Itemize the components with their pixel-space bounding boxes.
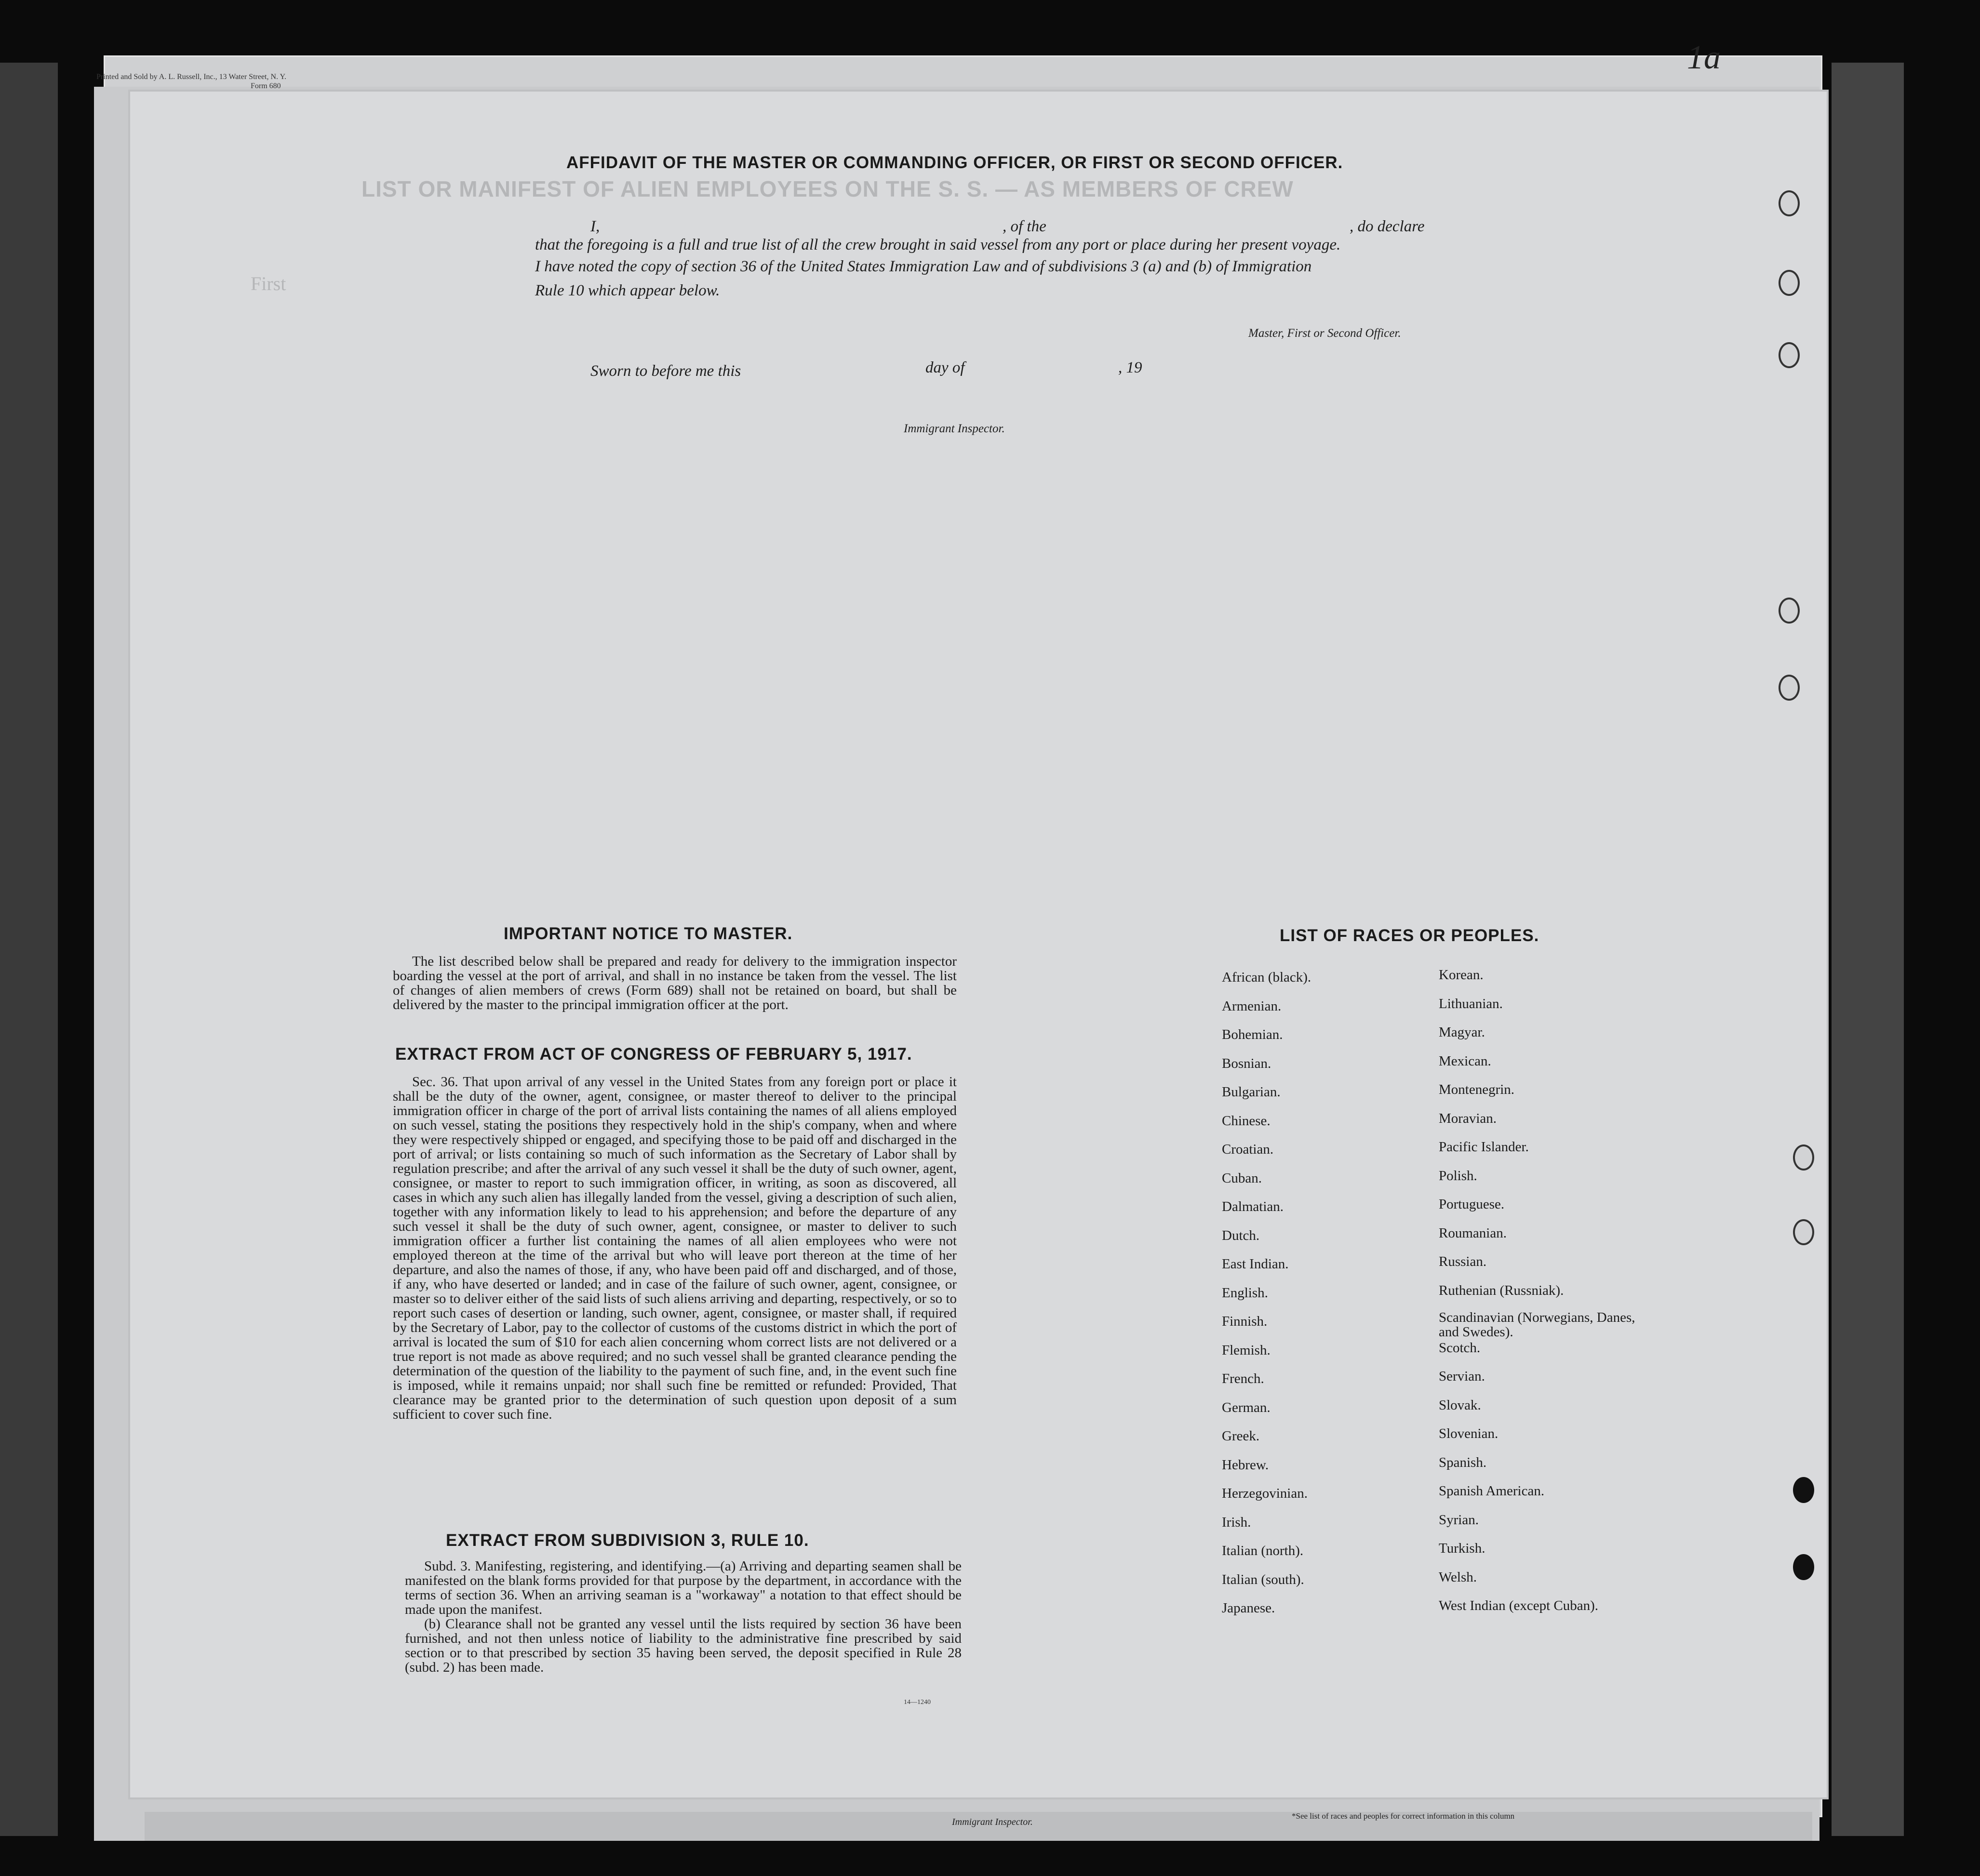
race-item: Korean. <box>1439 967 1484 983</box>
rule-para-b: (b) Clearance shall not be granted any vessel until the lists required by section 36 have been furnished, and not then unless notice of liability to the administrative fine prescribed by said section or to that prescribed by section 35 having been served, the deposit specified in Rule 28 (subd. 2) has been made. <box>405 1616 962 1675</box>
punch-hole <box>1793 1477 1814 1503</box>
race-item: Moravian. <box>1439 1110 1497 1126</box>
race-item: Dutch. <box>1222 1227 1260 1243</box>
day-of-text: day of <box>925 359 965 376</box>
race-item: Dalmatian. <box>1222 1199 1284 1214</box>
notice-title: IMPORTANT NOTICE TO MASTER. <box>504 924 793 943</box>
affidavit-line: Rule 10 which appear below. <box>535 282 720 299</box>
race-item: Finnish. <box>1222 1314 1268 1329</box>
affidavit-i: I, <box>590 218 600 235</box>
form-code: 14—1240 <box>904 1699 931 1706</box>
bottom-footnote: *See list of races and peoples for correct information in this column <box>1292 1811 1515 1821</box>
race-item: Greek. <box>1222 1428 1260 1444</box>
race-item: Armenian. <box>1222 998 1282 1014</box>
corner-handwritten-mark: 1a <box>1687 39 1721 76</box>
punch-hole <box>1779 190 1800 216</box>
punch-hole <box>1779 598 1800 624</box>
printer-line: Printed and Sold by A. L. Russell, Inc., 13 Water Street, N. Y. <box>96 73 286 81</box>
punch-hole <box>1793 1144 1814 1171</box>
race-item: East Indian. <box>1222 1256 1289 1272</box>
race-item: Chinese. <box>1222 1113 1271 1129</box>
punch-hole <box>1779 342 1800 368</box>
extract-rule-body <box>405 1559 962 1675</box>
printer-imprint <box>96 72 286 91</box>
race-item: Scotch. <box>1439 1340 1481 1356</box>
affidavit-do-declare: , do declare <box>1350 218 1425 235</box>
races-title: LIST OF RACES OR PEOPLES. <box>1280 926 1539 945</box>
race-item: West Indian (except Cuban). <box>1439 1598 1599 1613</box>
extract-rule-title: EXTRACT FROM SUBDIVISION 3, RULE 10. <box>446 1531 809 1550</box>
race-item: English. <box>1222 1285 1268 1301</box>
race-item: Slovak. <box>1439 1397 1481 1413</box>
race-item: Italian (south). <box>1222 1571 1304 1587</box>
affidavit-of-the: , of the <box>1003 218 1046 235</box>
bottom-inspector-caption: Immigrant Inspector. <box>952 1817 1033 1827</box>
race-item: Slovenian. <box>1439 1426 1498 1441</box>
year-text: , 19 <box>1118 359 1142 376</box>
race-item: Russian. <box>1439 1254 1487 1269</box>
race-item: African (black). <box>1222 970 1311 985</box>
race-item: Lithuanian. <box>1439 996 1503 1011</box>
race-item: Herzegovinian. <box>1222 1486 1308 1501</box>
affidavit-line: that the foregoing is a full and true list of all the crew brought in said vessel from any port or place during her present voyage. <box>535 236 1341 253</box>
race-item: Japanese. <box>1222 1600 1275 1616</box>
scanner-edge-right <box>1832 63 1904 1836</box>
scanner-edge-left <box>0 63 58 1836</box>
rule-para-a: Subd. 3. Manifesting, registering, and identifying.—(a) Arriving and departing seamen shall be manifested on the blank forms provided for that purpose by the department, in accordance with the terms of section 36. When an arriving seaman is a "workaway" a notation to that effect should be made upon the manifest. <box>405 1558 962 1617</box>
race-item: Bohemian. <box>1222 1027 1283 1042</box>
affidavit-title: AFFIDAVIT OF THE MASTER OR COMMANDING OFFICER, OR FIRST OR SECOND OFFICER. <box>566 153 1343 172</box>
bleed-through-word: First <box>251 273 286 294</box>
race-item: Magyar. <box>1439 1024 1485 1040</box>
race-item: Montenegrin. <box>1439 1082 1515 1097</box>
bleed-through-heading: LIST OR MANIFEST OF ALIEN EMPLOYEES ON THE S. S. — AS MEMBERS OF CREW <box>361 176 1294 201</box>
punch-hole <box>1793 1219 1814 1245</box>
sworn-text: Sworn to before me this <box>590 362 741 380</box>
race-item: Polish. <box>1439 1168 1477 1184</box>
race-item: French. <box>1222 1371 1264 1386</box>
extract-act-body <box>393 1075 957 1422</box>
extract-act-title: EXTRACT FROM ACT OF CONGRESS OF FEBRUARY 5, 1917. <box>395 1045 912 1064</box>
race-item: Pacific Islander. <box>1439 1139 1529 1155</box>
form-number: Form 680 <box>251 82 281 90</box>
section-36-paragraph: Sec. 36. That upon arrival of any vessel in the United States from any foreign port or place it shall be the duty of the owner, agent, consignee, or master thereof to deliver to the principal immigration officer in charge of the port of arrival lists containing the names of all aliens employed on such vessel, stating the positions they respectively hold in the ship's company, when and where they were respectively shipped or engaged, and specifying those to be paid off and discharged in the port of arrival; or lists containing so much of such information as the Secretary of Labor shall by regulation prescribe; and after the arrival of any such vessel it shall be the duty of such owner, agent, consignee, or master to report to such immigration officer, in writing, as soon as discovered, all cases in which any such alien has illegally landed from the vessel, giving a description of such alien, together with any information likely to lead to his apprehension; and before the departure of any such vessel it shall be the duty of such owner, agent, consignee, or master to deliver to such immigration officer a further list containing the names of all alien employees who were not employed thereon at the time of the arrival but who will leave port thereon at the time of her departure, and also the names of those, if any, who have been paid off and discharged, and of those, if any, who have deserted or landed; and in case of the failure of such owner, agent, consignee, or master so to deliver either of the said lists of such aliens arriving and departing, respectively, or so to report such cases of desertion or landing, such owner, agent, consignee, or master shall, if required by the Secretary of Labor, pay to the collector of customs of the customs district in which the port of arrival is located the sum of $10 for each alien concerning whom correct lists are not delivered or a true report is not made as above required; and no such vessel shall be granted clearance pending the determination of the question of the liability to the payment of such fine, and, in the event such fine is imposed, while it remains unpaid; nor shall such fine be remitted or refunded: Provided, That clearance may be granted prior to the determination of such question upon deposit of a sum sufficient to cover such fine. <box>393 1074 957 1422</box>
punch-hole <box>1779 270 1800 296</box>
race-item: Irish. <box>1222 1514 1251 1530</box>
race-item: Cuban. <box>1222 1170 1262 1186</box>
race-item: German. <box>1222 1399 1271 1415</box>
race-item: Spanish American. <box>1439 1483 1545 1499</box>
races-column-2 <box>1439 966 1709 1626</box>
race-item: Welsh. <box>1439 1569 1477 1585</box>
race-item: Flemish. <box>1222 1342 1271 1358</box>
race-item: Bulgarian. <box>1222 1084 1281 1100</box>
race-item: Spanish. <box>1439 1454 1487 1470</box>
race-item: Servian. <box>1439 1369 1485 1384</box>
race-item: Ruthenian (Russniak). <box>1439 1282 1564 1298</box>
race-item: Croatian. <box>1222 1142 1274 1157</box>
race-item: Hebrew. <box>1222 1457 1269 1473</box>
race-item: Syrian. <box>1439 1512 1479 1528</box>
race-item: Bosnian. <box>1222 1055 1271 1071</box>
race-item: Turkish. <box>1439 1541 1485 1556</box>
punch-hole <box>1779 675 1800 701</box>
punch-hole <box>1793 1554 1814 1580</box>
master-signature-caption: Master, First or Second Officer. <box>1248 327 1401 340</box>
notice-paragraph: The list described below shall be prepared and ready for delivery to the immigration inspector boarding the vessel at the port of arrival, and shall in no instance be taken from the vessel. The list of changes of alien members of crews (Form 689) shall not be retained on board, but shall be delivered by the master to the principal immigration officer at the port. <box>393 954 957 1012</box>
notice-body <box>393 954 957 1012</box>
race-item: Portuguese. <box>1439 1197 1505 1212</box>
race-item: Mexican. <box>1439 1053 1491 1069</box>
affidavit-line: I have noted the copy of section 36 of the United States Immigration Law and of subdivisions 3 (a) and (b) of Immigration <box>535 258 1312 275</box>
race-item: Scandinavian (Norwegians, Danes, and Swedes). <box>1439 1310 1635 1340</box>
inspector-caption: Immigrant Inspector. <box>904 422 1005 435</box>
race-item: Roumanian. <box>1439 1225 1507 1241</box>
race-item: Italian (north). <box>1222 1543 1304 1558</box>
